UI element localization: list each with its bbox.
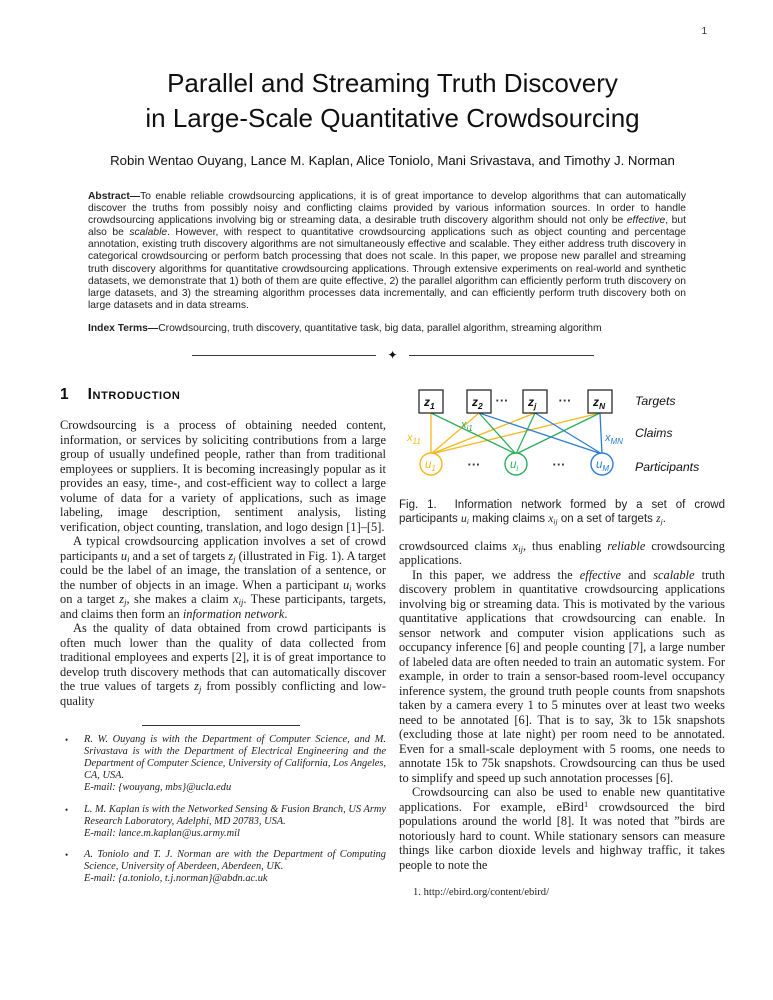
bullet-icon: • [65, 735, 69, 746]
footnote-text: A. Toniolo and T. J. Norman are with the Department of Computing Science, University of Aberdeen, Aberdeen, UK. E-mail: {a.toniolo, t.j.norman}@abdn.ac.uk [84, 848, 386, 884]
target-label: zj [528, 395, 537, 412]
figure-side-label: Targets [635, 394, 676, 409]
index-terms-text: Crowdsourcing, truth discovery, quantitative task, big data, parallel algorithm, streaming algorithm [158, 322, 602, 334]
claim-label: xi1 [461, 419, 473, 434]
paragraph: As the quality of data obtained from crowd participants is often much lower than the quality of data collected from traditional employees and experts [2], it is of great importance to develop truth discovery methods that can automatically discover the true values of targets $z_j$ from possibly conflicting and low-quality [60, 621, 386, 708]
paragraph: A typical crowdsourcing application involves a set of crowd participants $u_i$ and a set of targets $z_j$ (illustrated in Fig. 1). A target could be the label of an image, the translation of a sentence, or the number of objects in an image. When a participant $u_i$ works on a target $z_j$, she makes a claim $x_{ij}$. These participants, targets, and claims then form an information network. [60, 534, 387, 621]
footnote-text: L. M. Kaplan is with the Networked Sensing & Fusion Branch, US Army Research Laboratory, Adelphi, MD 20783, USA. E-mail: lance.m.kaplan@us.army.mil [84, 803, 386, 839]
abstract-text: To enable reliable crowdsourcing applications, it is of great importance to develop algorithms that can automatically discover the truths from possibly noisy and conflicting claims provided by various information sources. In order to handle crowdsourcing applications involving big or streaming data, a desirable truth discovery algorithm should not only be effective, but also be scalable. However, with respect to quantitative crowdsourcing applications such as object counting and percentage annotation, existing truth discovery algorithms are not simultaneously effective and scalable. They either address truth discovery in categorical crowdsourcing or perform batch processing that does not scale. In this paper, we propose new parallel and streaming truth discovery algorithms for quantitative crowdsourcing applications. Through extensive experiments on real-world and synthetic datasets, we demonstrate that 1) both of them are quite effective, 2) the parallel algorithm can efficiently perform truth discovery on large datasets, and 3) the streaming algorithm processes data incrementally, and can efficiently perform truth discovery both on large datasets and in data streams. [88, 191, 686, 311]
index-terms-label: Index Terms— [88, 322, 159, 334]
author-footnotes [60, 725, 386, 885]
figure-1 [399, 386, 725, 527]
section-title: Introduction [87, 386, 181, 404]
participant-label: ui [510, 459, 519, 474]
diamond-star-icon: ✦ [387, 348, 398, 363]
ellipsis: ··· [558, 393, 572, 409]
separator-line-left [192, 355, 377, 356]
claim-edge [431, 413, 600, 454]
footnote-text: R. W. Ouyang is with the Department of Computer Science, and M. Srivastava is with the Department of Electrical Engineering and the Department of Computer Science, University of California, Los Angeles, CA, USA. E-mail: {wouyang, mbs}@ucla.edu [84, 734, 386, 794]
claim-edge [516, 413, 600, 454]
figure-1-caption: Fig. 1. Information network formed by a set of crowd participants $u_i$ making claims $x_{ij}$ on a set of targets $z_j$. [399, 499, 725, 526]
authors-line: Robin Wentao Ouyang, Lance M. Kaplan, Alice Toniolo, Mani Srivastava, and Timothy J. Norman [110, 153, 675, 168]
left-column [60, 386, 386, 898]
claim-label: x11 [407, 432, 421, 447]
paper-title [60, 66, 725, 136]
separator-line-right [409, 355, 594, 356]
participant-label: uM [596, 459, 610, 474]
claim-edge [431, 413, 516, 454]
claim-edge [600, 413, 602, 454]
claim-label: xMN [605, 432, 623, 447]
section-heading-introduction [60, 386, 386, 404]
target-label: z2 [472, 395, 483, 412]
participant-label: u1 [425, 459, 436, 474]
two-column-body [60, 386, 725, 898]
footnote-item [60, 849, 386, 885]
ellipsis: ··· [495, 393, 509, 409]
right-column [399, 386, 725, 898]
section-separator [192, 349, 594, 361]
figure-1-diagram [399, 386, 725, 486]
abstract [88, 191, 686, 312]
target-label: zN [593, 395, 606, 412]
figure-side-label: Claims [635, 426, 673, 441]
paragraph: Crowdsourcing is a process of obtaining needed content, information, or services by soliciting contributions from a large group of usually undefined people, rather than from traditional employees or suppliers. It is becoming increasingly popular as it provides an easy, time-, and cost-efficient way to collect a large volume of data for a variety of applications, such as image labeling, image description, sentiment analysis, listing verification, object counting, translation, and logo design [1]–[5]. [60, 418, 386, 534]
paragraph: In this paper, we address the effective and scalable truth discovery problem in quantitative crowdsourcing applications involving big or streaming data. This is motivated by the various quantitative applications that crowdsourcing can enable. In sensor network and computer vision applications such as occupancy inference [6] and people counting [7], a large number of labeled data are often needed to train an automatic system. For example, in order to train a sensor-based room-level occupancy inference system, the ground truth people counts from snapshots taken by a camera every 1 to 5 minutes over at least two weeks need to be annotated [6]. That is to say, 3k to 15k snapshots (excluding those at late night) per room need to be annotated. Even for a small-scale deployment with 5 rooms, one needs to annotate 15k to 75k snapshots. Crowdsourcing can thus be used to simplify and speed up such annotation processes [6]. [399, 567, 726, 785]
paper-title-line1: Parallel and Streaming Truth Discovery [167, 68, 618, 98]
bullet-icon: • [65, 804, 69, 815]
figure-side-label: Participants [635, 460, 700, 475]
paragraph: crowdsourced claims $x_{ij}$, thus enabling reliable crowdsourcing applications. [399, 538, 725, 568]
paragraph: Crowdsourcing can also be used to enable new quantitative applications. For example, eBird$^1$ crowdsourced the bird populations around the world [8]. It was noted that ”birds are notoriously hard to count. While stationary sensors can measure things like carbon dioxide levels and highway traffic, it takes people to note the [399, 785, 725, 872]
footnote-item [60, 734, 386, 794]
url-footnote: 1. http://ebird.org/content/ebird/ [413, 887, 550, 899]
bullet-icon: • [65, 849, 69, 860]
claim-edge [535, 413, 602, 454]
page-number: 1 [701, 26, 707, 37]
footnote-rule [142, 725, 300, 726]
footnote-item [60, 804, 386, 840]
ellipsis: ··· [467, 457, 481, 473]
abstract-label: Abstract— [88, 191, 141, 202]
index-terms [88, 323, 686, 335]
ellipsis: ··· [552, 457, 566, 473]
section-number: 1 [60, 386, 69, 404]
target-label: z1 [424, 395, 435, 412]
paper-title-line2: in Large-Scale Quantitative Crowdsourcing [145, 103, 640, 133]
